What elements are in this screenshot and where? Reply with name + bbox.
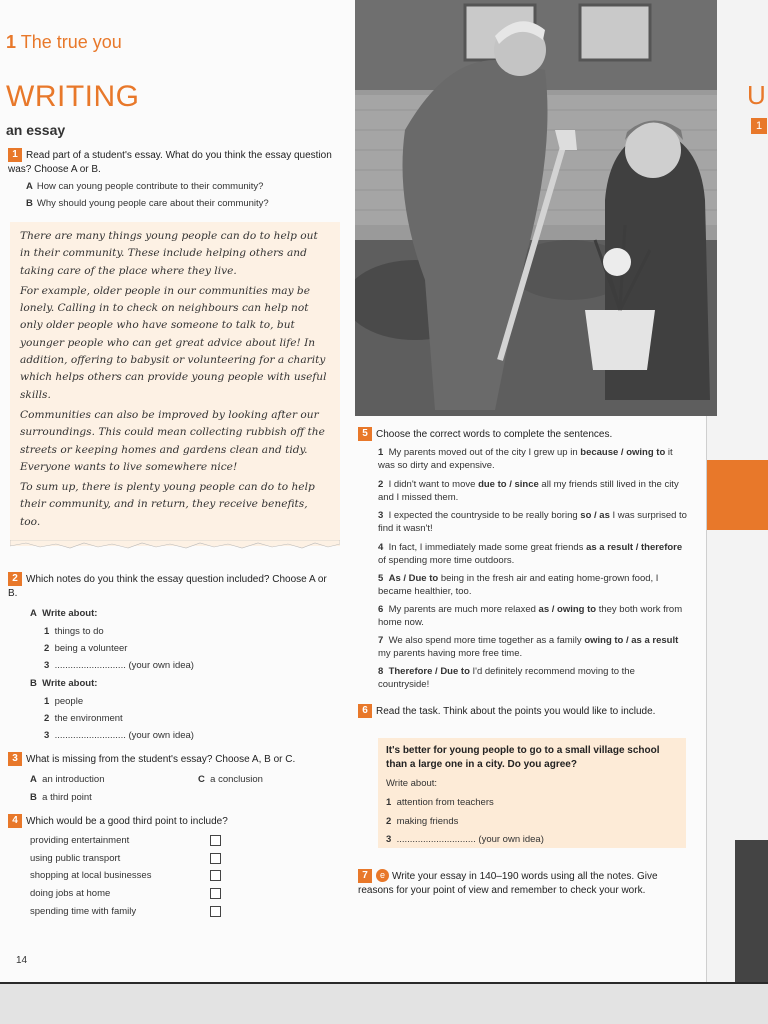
question-number: 3 <box>8 752 22 766</box>
question-7: 7 e Write your essay in 140–190 words using all the notes. Give reasons for your point of view and remember to check your work. <box>358 870 658 896</box>
q4-item: spending time with family <box>30 906 137 917</box>
question-number: 7 <box>358 869 372 883</box>
q2-option-b-heading: B Write about: <box>30 678 98 689</box>
q4-item: shopping at local businesses <box>30 870 152 881</box>
q2-a-item-1: 1 things to do <box>44 626 104 637</box>
q5-sentence-5: 5 As / Due to being in the fresh air and eating home-grown food, I became healthier, too. <box>378 573 659 597</box>
q5-sentence-3: 3 I expected the countryside to be really boring so / as I was surprised to find it wasn't! <box>378 510 687 534</box>
q5-sentence-2: 2 I didn't want to move due to / since all my friends still lived in the city and I missed them. <box>378 479 679 503</box>
e-workbook-icon: e <box>376 869 389 882</box>
q4-item: using public transport <box>30 853 121 864</box>
page-number: 14 <box>16 955 28 966</box>
question-5: 5 Choose the correct words to complete the sentences. <box>358 427 698 442</box>
q5-sentence-8: 8 Therefore / Due to I'd definitely recommend moving to the countryside! <box>378 666 635 690</box>
question-number: 6 <box>358 704 372 718</box>
q4-checkbox[interactable] <box>210 853 221 864</box>
facing-page-orange-bar <box>707 460 768 530</box>
question-number: 1 <box>8 148 22 162</box>
question-number: 2 <box>8 572 22 586</box>
torn-paper-edge <box>10 540 340 550</box>
unit-title: 1 The true you <box>6 32 122 52</box>
task-item-3: 3 .............................. (your own idea) <box>386 834 544 845</box>
question-4: 4 Which would be a good third point to include? <box>8 814 338 829</box>
task-question: It's better for young people to go to a small village school than a large one in a city. Do you agree? <box>386 745 660 770</box>
photo-illustration <box>355 0 717 416</box>
facing-page-number: 1 <box>751 118 767 134</box>
q2-a-item-2: 2 being a volunteer <box>44 643 128 654</box>
q2-b-item-2: 2 the environment <box>44 713 123 724</box>
task-item-2: 2 making friends <box>386 816 459 827</box>
q4-checkbox[interactable] <box>210 888 221 899</box>
essay-paragraph: Communities can also be improved by looking after our surroundings. This could mean collecting rubbish off the streets or keeping homes and gardens clean and tidy. Everyone wants to live somewhere nice! <box>20 408 325 473</box>
essay-paragraph: To sum up, there is plenty young people can do to help their community, and in return, they receive benefits, too. <box>20 481 315 528</box>
q1-option-b: B Why should young people care about their community? <box>26 198 269 209</box>
q5-sentence-6: 6 My parents are much more relaxed as / owing to they both work from home now. <box>378 604 683 628</box>
question-number: 4 <box>8 814 22 828</box>
question-1: 1 Read part of a student's essay. What do you think the essay question was? Choose A or B. <box>8 149 332 175</box>
essay-paragraph: There are many things young people can do to help out in their community. These include helping others and taking care of the place where they live. <box>20 230 318 277</box>
task-heading: Write about: <box>386 778 438 789</box>
facing-page-letter: U <box>747 80 766 110</box>
q5-sentence-4: 4 In fact, I immediately made some great friends as a result / therefore of spending more time outdoors. <box>378 542 683 566</box>
q4-checkbox[interactable] <box>210 870 221 881</box>
photo-grandfather-and-boy-gardening <box>355 0 717 416</box>
q5-sentence-7: 7 We also spend more time together as a family owing to / as a result my parents having more free time. <box>378 635 679 659</box>
student-essay <box>10 222 340 546</box>
task-item-1: 1 attention from teachers <box>386 797 494 808</box>
question-2: 2 Which notes do you think the essay question included? Choose A or B. <box>8 573 327 599</box>
q2-option-a-heading: A Write about: <box>30 608 98 619</box>
q5-sentence-1: 1 My parents moved out of the city I grew up in because / owing to it was so dirty and expensive. <box>378 447 673 471</box>
q4-item: doing jobs at home <box>30 888 111 899</box>
facing-page-photo <box>735 840 768 990</box>
q3-option-c: C a conclusion <box>198 774 263 785</box>
q4-item: providing entertainment <box>30 835 130 846</box>
q4-checkbox[interactable] <box>210 835 221 846</box>
question-number: 5 <box>358 427 372 441</box>
section-title: WRITING <box>6 80 140 113</box>
q1-option-a: A How can young people contribute to their community? <box>26 181 264 192</box>
subsection-title: an essay <box>6 122 66 138</box>
q2-b-item-1: 1 people <box>44 696 84 707</box>
q2-b-item-3: 3 ........................... (your own idea) <box>44 730 194 741</box>
question-6: 6 Read the task. Think about the points you would like to include. <box>358 704 678 719</box>
q3-option-a: A an introduction <box>30 774 105 785</box>
question-3: 3 What is missing from the student's essay? Choose A, B or C. <box>8 752 348 767</box>
q3-option-b: B a third point <box>30 792 92 803</box>
q4-checkbox[interactable] <box>210 906 221 917</box>
essay-paragraph: For example, older people in our communities may be lonely. Calling in to check on neighbours can help not only older people who have someone to talk to, but younger people who can get great advice about life! In addition, offering to babysit or volunteering for a charity which helps others can provide young people with useful skills. <box>20 284 327 401</box>
scan-edge <box>0 982 768 1024</box>
q2-a-item-3: 3 ........................... (your own idea) <box>44 660 194 671</box>
